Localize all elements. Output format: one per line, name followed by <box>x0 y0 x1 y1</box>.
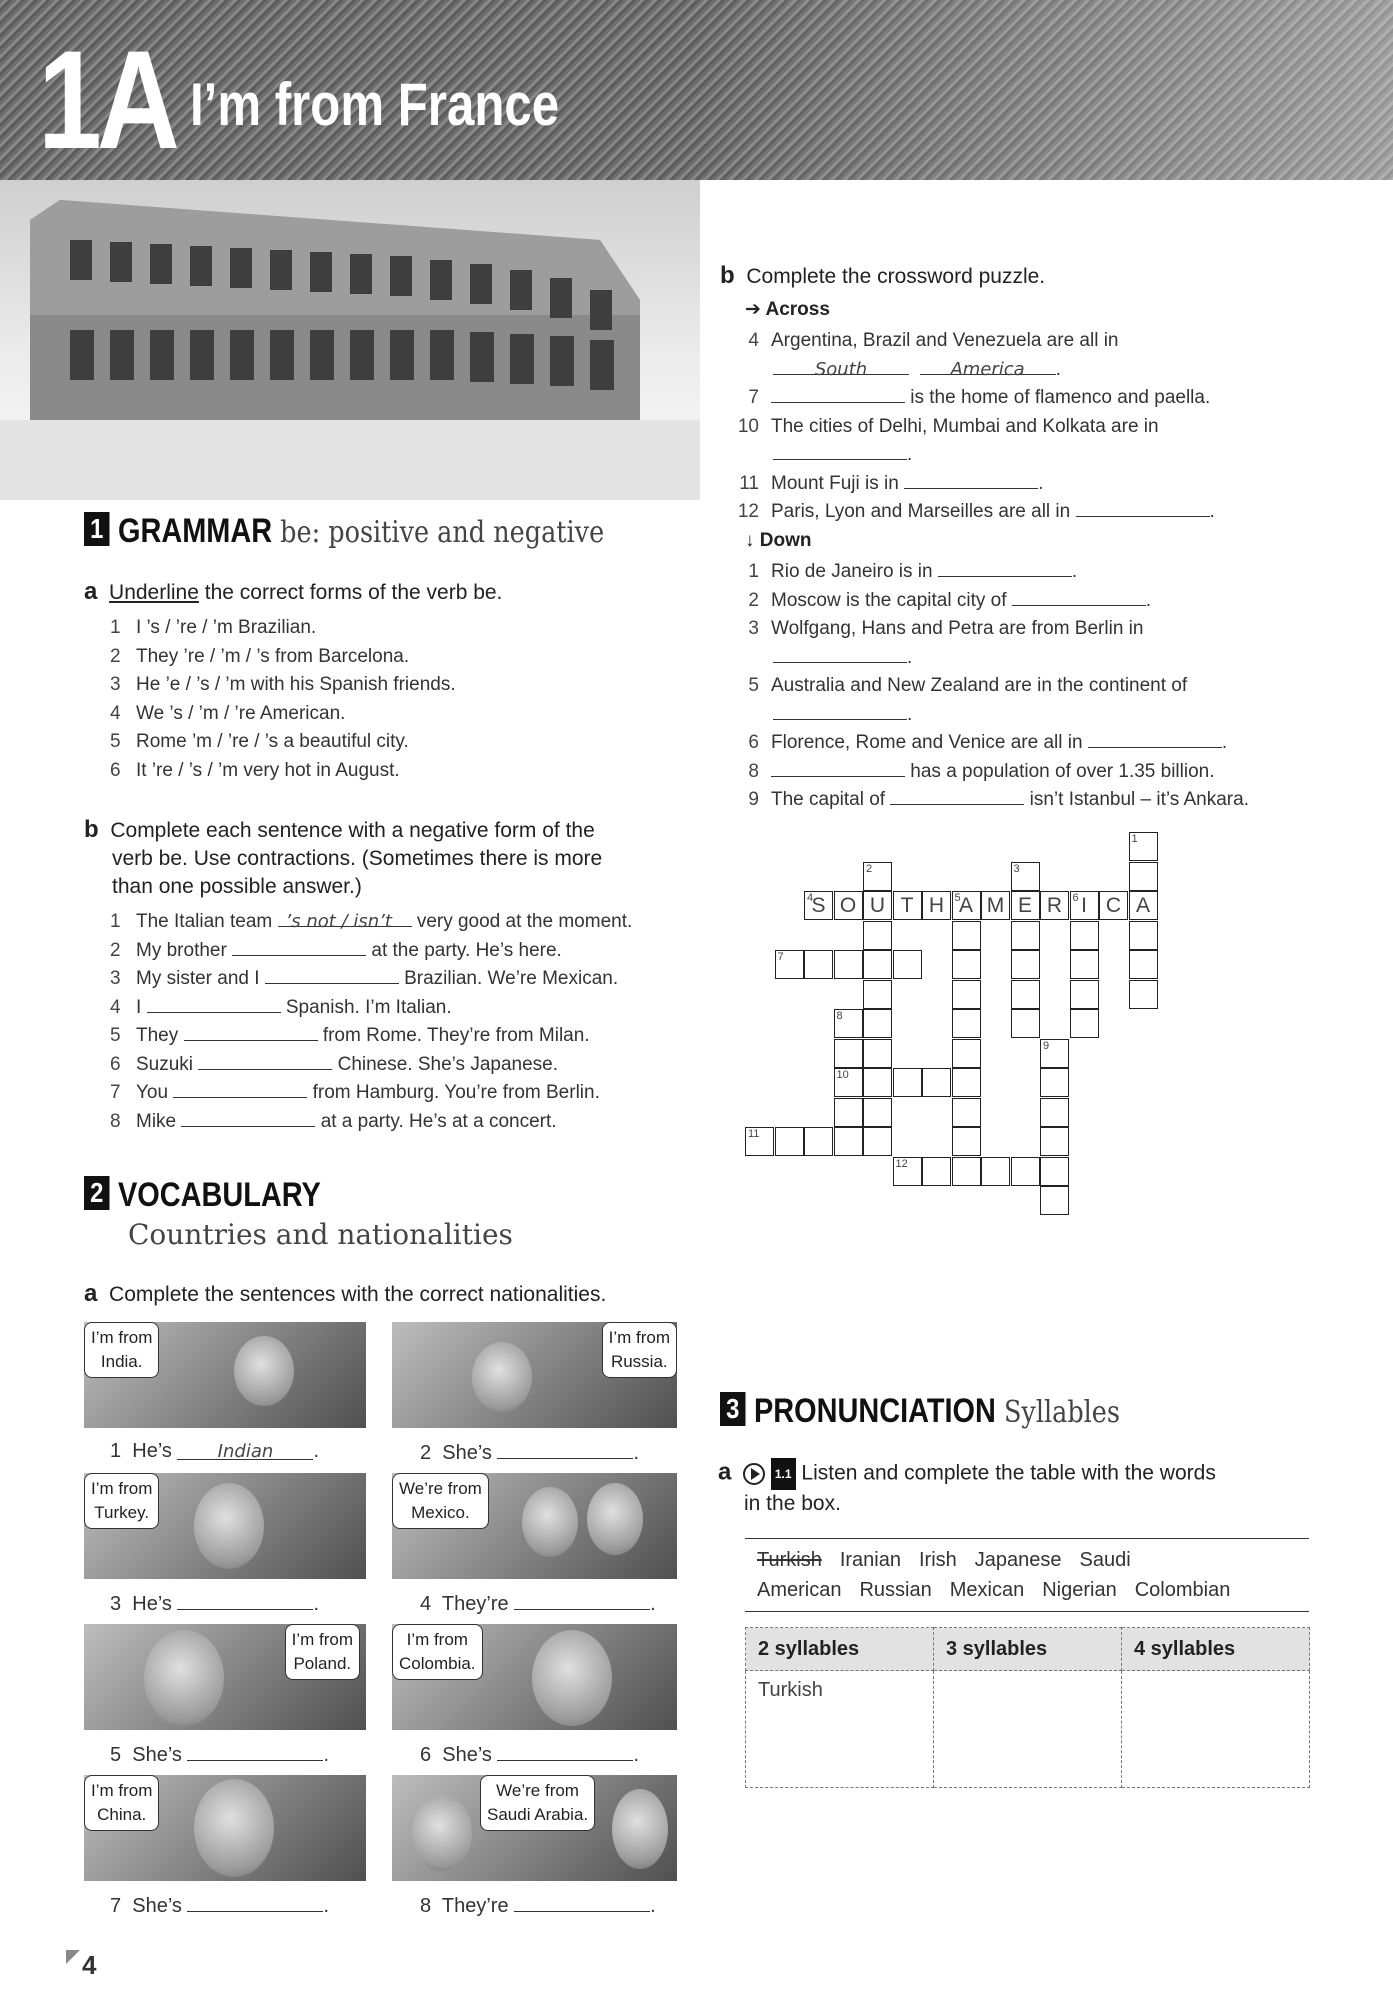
grammar-a-instruction <box>84 578 502 607</box>
crossword-cell[interactable] <box>804 950 833 979</box>
crossword-cell[interactable] <box>952 1127 981 1156</box>
crossword-cell[interactable] <box>893 1068 922 1097</box>
list-item[interactable]: 4 We ’s / ’m / ’re American. <box>110 702 346 724</box>
crossword-cell[interactable] <box>1070 921 1099 950</box>
answer-blank[interactable] <box>181 1108 315 1127</box>
caption-2: 2 She’s . <box>420 1442 640 1464</box>
section-title: GRAMMAR <box>118 512 273 550</box>
crossword-letter: T <box>900 894 914 917</box>
photo-russia <box>392 1322 677 1428</box>
crossword-cell[interactable] <box>893 891 922 920</box>
crossword-cell[interactable] <box>863 950 892 979</box>
crossword-letter: C <box>1105 894 1122 917</box>
crossword-cell[interactable] <box>1040 1127 1069 1156</box>
answer-blank[interactable] <box>904 470 1038 489</box>
answer-blank[interactable] <box>890 786 1024 805</box>
caption-1: 1 He’s Indian . <box>110 1440 320 1462</box>
crossword-cell-number: 1 <box>1131 833 1138 845</box>
crossword-cell[interactable] <box>1011 980 1040 1009</box>
table-header: 2 syllables <box>746 1628 934 1671</box>
table-header: 3 syllables <box>934 1628 1122 1671</box>
clue-item: 7 is the home of flamenco and paella. <box>735 384 1215 413</box>
crossword-cell[interactable] <box>922 891 951 920</box>
answer-blank[interactable] <box>773 644 907 663</box>
person-image <box>412 1795 472 1871</box>
crossword-cell[interactable] <box>834 1068 863 1097</box>
speech-bubble: We’re from Saudi Arabia. <box>480 1775 595 1831</box>
speech-bubble: We’re from Mexico. <box>392 1473 489 1529</box>
word: Colombian <box>1134 1579 1231 1601</box>
list-item[interactable]: 4 I Spanish. I’m Italian. <box>110 994 632 1023</box>
list-item[interactable]: 8 Mike at a party. He’s at a concert. <box>110 1108 632 1137</box>
list-item[interactable]: 1 The Italian team ’s not / isn’t very good at the moment. <box>110 908 632 937</box>
crossword-cell[interactable] <box>893 1157 922 1186</box>
crossword-cell[interactable] <box>863 921 892 950</box>
crossword-cell[interactable] <box>775 1127 804 1156</box>
crossword-cell[interactable] <box>922 1068 951 1097</box>
crossword-cell-number: 7 <box>777 951 784 963</box>
crossword-cell[interactable] <box>1011 891 1040 920</box>
answer-blank[interactable] <box>1076 498 1210 517</box>
clue-item: 6 Florence, Rome and Venice are all in . <box>735 729 1249 758</box>
speech-bubble: I’m from Poland. <box>285 1624 360 1680</box>
crossword-cell[interactable] <box>745 1127 774 1156</box>
crossword-cell-number: 9 <box>1043 1039 1050 1052</box>
crossword-cell[interactable] <box>834 1009 863 1038</box>
photo-china <box>84 1775 366 1881</box>
grammar-b-instruction: b Complete each sentence with a negative form of the verb be. Use contractions. (Sometimes there is more than one possible answer.) <box>84 816 603 898</box>
crossword-cell[interactable] <box>952 980 981 1009</box>
syllables-table <box>745 1627 1310 1788</box>
answer-blank[interactable] <box>187 1893 323 1912</box>
crossword-cell-number: 3 <box>1013 862 1020 875</box>
list-item[interactable]: 5 Rome ’m / ’re / ’s a beautiful city. <box>110 731 409 752</box>
crossword-cell[interactable] <box>1011 950 1040 979</box>
speech-bubble: I’m from India. <box>84 1322 159 1378</box>
down-clues <box>735 558 1249 815</box>
crossword-cell[interactable] <box>1040 1039 1069 1068</box>
instruction-keyword: Underline <box>109 581 199 604</box>
exercise-label: b <box>720 262 735 289</box>
track-badge: 1.1 <box>771 1458 796 1490</box>
crossword-cell[interactable] <box>1129 832 1158 861</box>
person-image <box>472 1342 532 1412</box>
list-item[interactable]: 2 My brother at the party. He’s here. <box>110 937 632 966</box>
crossword-letter: A <box>958 894 973 917</box>
table-header: 4 syllables <box>1122 1628 1310 1671</box>
clue-item: 4 Argentina, Brazil and Venezuela are all in <box>748 330 1119 351</box>
answer-blank[interactable] <box>1012 587 1146 606</box>
crossword-cell[interactable] <box>863 980 892 1009</box>
crossword-cell[interactable] <box>863 1039 892 1068</box>
answer-blank[interactable] <box>773 441 907 460</box>
answer-blank[interactable] <box>514 1893 650 1912</box>
person-image <box>194 1483 264 1569</box>
crossword-cell[interactable] <box>952 1039 981 1068</box>
exercise-label: a <box>84 1280 98 1307</box>
photo-turkey <box>84 1473 366 1579</box>
across-clues <box>735 327 1215 527</box>
clue-item: 11 Mount Fuji is in . <box>735 470 1215 499</box>
word: American <box>757 1579 842 1601</box>
answer-blank[interactable] <box>187 1742 323 1761</box>
list-item[interactable]: 3 He ’e / ’s / ’m with his Spanish friends. <box>110 674 456 695</box>
word: Japanese <box>974 1549 1062 1571</box>
across-label: ➔ Across <box>745 299 830 320</box>
list-item[interactable]: 1 I ’s / ’re / ’m Brazilian. <box>110 617 317 638</box>
list-item[interactable]: 6 It ’re / ’s / ’m very hot in August. <box>110 759 400 781</box>
person-image <box>234 1336 294 1406</box>
speech-bubble: I’m from China. <box>84 1775 159 1831</box>
answer-blank[interactable] <box>173 1079 307 1098</box>
crossword-cell-number: 12 <box>895 1157 908 1170</box>
person-image <box>522 1487 578 1557</box>
crossword-letter: O <box>839 894 857 917</box>
list-item[interactable]: 3 My sister and I Brazilian. We’re Mexican. <box>110 965 632 994</box>
grammar-b-list <box>110 908 632 1136</box>
crossword-cell[interactable] <box>952 1157 981 1186</box>
answer-blank[interactable] <box>184 1022 318 1041</box>
caption-3: 3 He’s . <box>110 1593 320 1615</box>
section-number: 3 <box>720 1392 746 1426</box>
section-subtitle: be: positive and negative <box>280 515 605 550</box>
list-item[interactable]: 6 Suzuki Chinese. She’s Japanese. <box>110 1051 632 1080</box>
photo-poland <box>84 1624 366 1730</box>
caption-8: 8 They’re . <box>420 1895 656 1917</box>
crossword-cell[interactable] <box>952 950 981 979</box>
crossword-cell[interactable] <box>1011 862 1040 891</box>
word: Irish <box>918 1549 957 1571</box>
photo-saudi-arabia <box>392 1775 677 1881</box>
crossword-instruction: b Complete the crossword puzzle. <box>720 262 1046 289</box>
vocabulary-a-instruction: a Complete the sentences with the correct nationalities. <box>84 1280 607 1307</box>
crossword-cell[interactable] <box>952 891 981 920</box>
pronunciation-heading <box>720 1392 1120 1431</box>
word: Nigerian <box>1042 1579 1117 1601</box>
photo-india <box>84 1322 366 1428</box>
down-label: ↓ Down <box>745 530 812 551</box>
answer-blank[interactable] <box>514 1591 650 1610</box>
answer-blank[interactable]: ’s not / isn’t <box>278 908 412 927</box>
word: Mexican <box>949 1579 1025 1601</box>
clue-item: 12 Paris, Lyon and Marseilles are all in . <box>735 498 1215 527</box>
speech-bubble: I’m from Turkey. <box>84 1473 159 1529</box>
crossword-cell[interactable] <box>863 891 892 920</box>
corner-triangle-icon <box>66 1950 80 1964</box>
crossword-cell[interactable] <box>1129 980 1158 1009</box>
clue-answer: . <box>735 441 1215 470</box>
photo-mexico <box>392 1473 677 1579</box>
crossword-cell[interactable] <box>1070 1009 1099 1038</box>
crossword-cell[interactable] <box>981 1157 1010 1186</box>
crossword-cell-number: 10 <box>836 1069 849 1081</box>
crossword-cell-number: 6 <box>1072 892 1079 904</box>
crossword-cell[interactable] <box>863 1068 892 1097</box>
caption-6: 6 She’s . <box>420 1744 640 1766</box>
crossword-letter: U <box>869 894 886 917</box>
crossword-cell[interactable] <box>804 1127 833 1156</box>
crossword-cell-number: 5 <box>954 892 961 904</box>
crossword-cell[interactable] <box>1070 891 1099 920</box>
section-subtitle: Syllables <box>1003 1395 1120 1430</box>
crossword-cell[interactable] <box>863 1009 892 1038</box>
header-fade <box>700 0 1393 180</box>
grammar-a-list <box>110 614 456 785</box>
crossword-cell[interactable] <box>893 950 922 979</box>
crossword-cell[interactable] <box>1040 1098 1069 1127</box>
person-image <box>532 1630 612 1726</box>
crossword-cell[interactable] <box>1011 921 1040 950</box>
crossword-letter: M <box>986 894 1005 917</box>
page-number: 4 <box>66 1950 96 1981</box>
clue-item: 5 Australia and New Zealand are in the continent of <box>748 675 1188 696</box>
crossword-cell[interactable] <box>863 862 892 891</box>
vocabulary-heading <box>84 1176 321 1215</box>
answer-blank[interactable] <box>1088 729 1222 748</box>
clue-answer: South America . <box>735 356 1215 385</box>
crossword-letter: E <box>1017 894 1032 917</box>
person-image <box>194 1779 274 1877</box>
clue-answer: . <box>735 701 1249 730</box>
word: Russian <box>859 1579 932 1601</box>
crossword-cell[interactable] <box>1011 1009 1040 1038</box>
clue-item: 2 Moscow is the capital city of . <box>735 587 1249 616</box>
crossword-cell[interactable] <box>1040 1068 1069 1097</box>
crossword-cell[interactable] <box>981 891 1010 920</box>
table-cell[interactable]: Turkish <box>746 1671 934 1788</box>
crossword-grid <box>745 832 1295 1322</box>
answer-blank[interactable] <box>771 384 905 403</box>
clue-item: 3 Wolfgang, Hans and Petra are from Berlin in <box>748 618 1144 639</box>
crossword-letter: I <box>1081 894 1087 917</box>
crossword-cell[interactable] <box>1099 891 1128 920</box>
clue-item: 1 Rio de Janeiro is in . <box>735 558 1249 587</box>
crossword-cell[interactable] <box>952 1009 981 1038</box>
crossword-cell[interactable] <box>834 1098 863 1127</box>
crossword-cell[interactable] <box>1040 1186 1069 1215</box>
crossword-cell-number: 8 <box>836 1010 843 1022</box>
caption-5: 5 She’s . <box>110 1744 330 1766</box>
crossword-cell[interactable] <box>863 1098 892 1127</box>
crossword-cell-number: 11 <box>748 1128 760 1140</box>
crossword-letter: H <box>928 894 945 917</box>
person-image <box>144 1630 224 1726</box>
crossword-letter: S <box>811 894 826 917</box>
list-item[interactable]: 7 You from Hamburg. You’re from Berlin. <box>110 1079 632 1108</box>
crossword-cell[interactable] <box>775 950 804 979</box>
exercise-label: b <box>84 816 99 843</box>
answer-blank[interactable]: Indian <box>177 1441 313 1460</box>
crossword-letter: A <box>1135 894 1150 917</box>
unit-number: 1A <box>38 21 175 178</box>
answer-blank[interactable] <box>497 1440 633 1459</box>
crossword-cell[interactable] <box>952 921 981 950</box>
crossword-cell[interactable] <box>922 1157 951 1186</box>
crossword-cell[interactable] <box>1129 891 1158 920</box>
answer-blank[interactable] <box>177 1591 313 1610</box>
crossword-cell[interactable] <box>952 1098 981 1127</box>
crossword-cell[interactable] <box>834 1127 863 1156</box>
person-image <box>612 1789 668 1869</box>
answer-blank[interactable] <box>771 758 905 777</box>
word: Turkish <box>757 1549 822 1571</box>
list-item[interactable]: 2 They ’re / ’m / ’s from Barcelona. <box>110 645 410 667</box>
word: Saudi <box>1079 1549 1131 1571</box>
instruction-text: the correct forms of the verb be. <box>204 581 503 604</box>
crossword-cell[interactable] <box>1070 980 1099 1009</box>
section-number: 1 <box>84 512 110 546</box>
person-image <box>587 1483 643 1555</box>
crossword-cell-number: 2 <box>866 862 873 875</box>
crossword-cell-number: 4 <box>807 892 814 904</box>
clue-answer: . <box>735 644 1249 673</box>
clue-item: 9 The capital of isn’t Istanbul – it’s Ankara. <box>735 786 1249 815</box>
section-title: PRONUNCIATION <box>754 1392 996 1430</box>
exercise-label: a <box>84 578 98 605</box>
photo-colombia <box>392 1624 677 1730</box>
answer-blank[interactable] <box>147 994 281 1013</box>
audio-play-icon[interactable] <box>743 1463 765 1485</box>
answer-blank[interactable] <box>497 1742 633 1761</box>
answer-blank[interactable] <box>773 701 907 720</box>
crossword-cell[interactable] <box>834 950 863 979</box>
crossword-cell[interactable] <box>1040 891 1069 920</box>
caption-7: 7 She’s . <box>110 1895 330 1917</box>
page-title: I’m from France <box>190 71 560 138</box>
answer-blank[interactable]: America <box>920 356 1056 375</box>
section-title: VOCABULARY <box>118 1176 321 1214</box>
list-item[interactable]: 5 They from Rome. They’re from Milan. <box>110 1022 632 1051</box>
crossword-cell[interactable] <box>1129 950 1158 979</box>
word: Iranian <box>839 1549 901 1571</box>
grammar-heading <box>84 512 604 551</box>
table-cell[interactable] <box>934 1671 1122 1788</box>
caption-4: 4 They’re . <box>420 1593 656 1615</box>
clue-item: 10 The cities of Delhi, Mumbai and Kolkata are in <box>737 415 1159 437</box>
word-box <box>745 1538 1309 1612</box>
crossword-cell[interactable] <box>834 1039 863 1068</box>
crossword-cell[interactable] <box>834 891 863 920</box>
colosseum-photo <box>0 180 700 500</box>
vocabulary-subtitle: Countries and nationalities <box>128 1218 513 1251</box>
crossword-letter: R <box>1046 894 1063 917</box>
speech-bubble: I’m from Colombia. <box>392 1624 483 1680</box>
crossword-cell[interactable] <box>1129 862 1158 891</box>
pronunciation-a-instruction: a 1.1 Listen and complete the table with the words in the box. <box>718 1458 1216 1515</box>
crossword-cell[interactable] <box>1129 921 1158 950</box>
speech-bubble: I’m from Russia. <box>602 1322 677 1378</box>
section-number: 2 <box>84 1176 110 1210</box>
crossword-cell[interactable] <box>1011 1157 1040 1186</box>
crossword-cell[interactable] <box>1070 950 1099 979</box>
table-cell[interactable] <box>1122 1671 1310 1788</box>
answer-blank[interactable] <box>265 965 399 984</box>
answer-blank[interactable]: South <box>773 356 909 375</box>
answer-blank[interactable] <box>938 558 1072 577</box>
answer-blank[interactable] <box>232 937 366 956</box>
crossword-cell[interactable] <box>804 891 833 920</box>
clue-item: 8 has a population of over 1.35 billion. <box>735 758 1249 787</box>
crossword-cell[interactable] <box>863 1127 892 1156</box>
crossword-cell[interactable] <box>952 1068 981 1097</box>
exercise-label: a <box>718 1458 732 1486</box>
answer-blank[interactable] <box>198 1051 332 1070</box>
crossword-cell[interactable] <box>1040 1157 1069 1186</box>
